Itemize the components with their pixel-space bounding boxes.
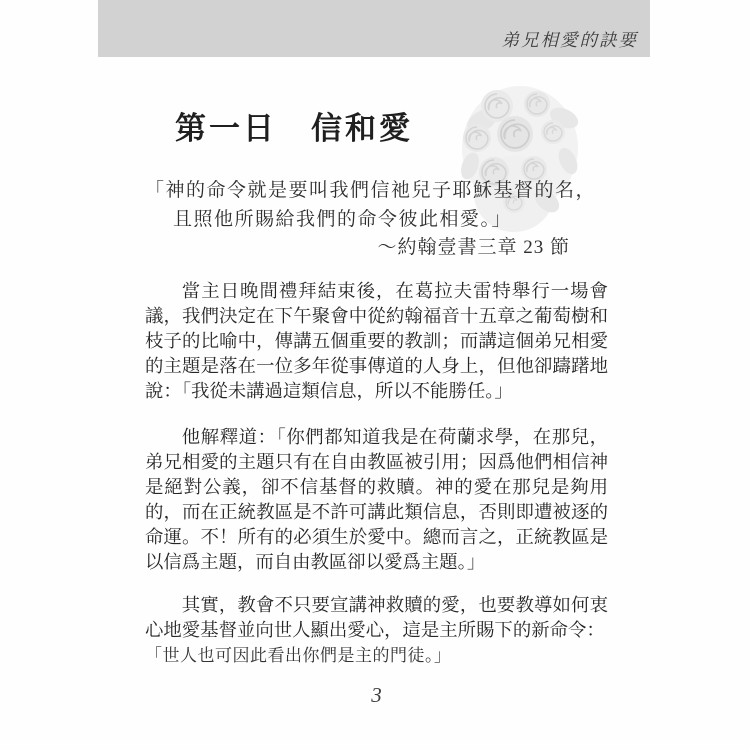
body-paragraph: 他解釋道：「你們都知道我是在荷蘭求學，在那兒，弟兄相愛的主題只有在自由教區被引用；因爲他們相信神是絕對公義，卻不信基督的救贖。神的愛在那兒是夠用的，而在正統教區是不許可講此類信息，否則即遭被逐的命運。不！所有的必須生於愛中。總而言之，正統教區是以信爲主題，而自由教區卻以愛爲主題。」 — [145, 427, 608, 572]
header-band — [98, 0, 650, 57]
quote-line-2: 且照他所賜給我們的命令彼此相愛。」 — [173, 208, 513, 230]
scripture-inline-quote: 「世人也可因此看出你們是主的門徒。」 — [145, 646, 452, 665]
chapter-title: 第一日 信和愛 — [175, 111, 413, 146]
body-paragraph — [145, 593, 608, 668]
paragraph-text: 其實，教會不只要宣講神救贖的愛，也要教導如何衷心地愛基督並向世人顯出愛心，這是主所賜下的新命令： — [145, 595, 608, 640]
quote-line-1: 「神的命令就是要叫我們信祂兒子耶穌基督的名， — [145, 180, 597, 201]
scripture-quote — [145, 177, 608, 263]
page-number: 3 — [371, 683, 382, 707]
body-paragraph: 當主日晚間禮拜結束後，在葛拉夫雷特舉行一場會議，我們決定在下午聚會中從約翰福音十五章之葡萄樹和枝子的比喻中，傳講五個重要的教訓；而講這個弟兄相愛的主題是落在一位多年從事傳道的人身上，但他卻躊躇地說：「我從未講過這類信息，所以不能勝任。」 — [145, 281, 608, 401]
body-text — [145, 279, 608, 668]
quote-attribution: ～約翰壹書三章 23 節 — [377, 237, 570, 258]
running-header: 弟兄相愛的訣要 — [501, 30, 638, 50]
